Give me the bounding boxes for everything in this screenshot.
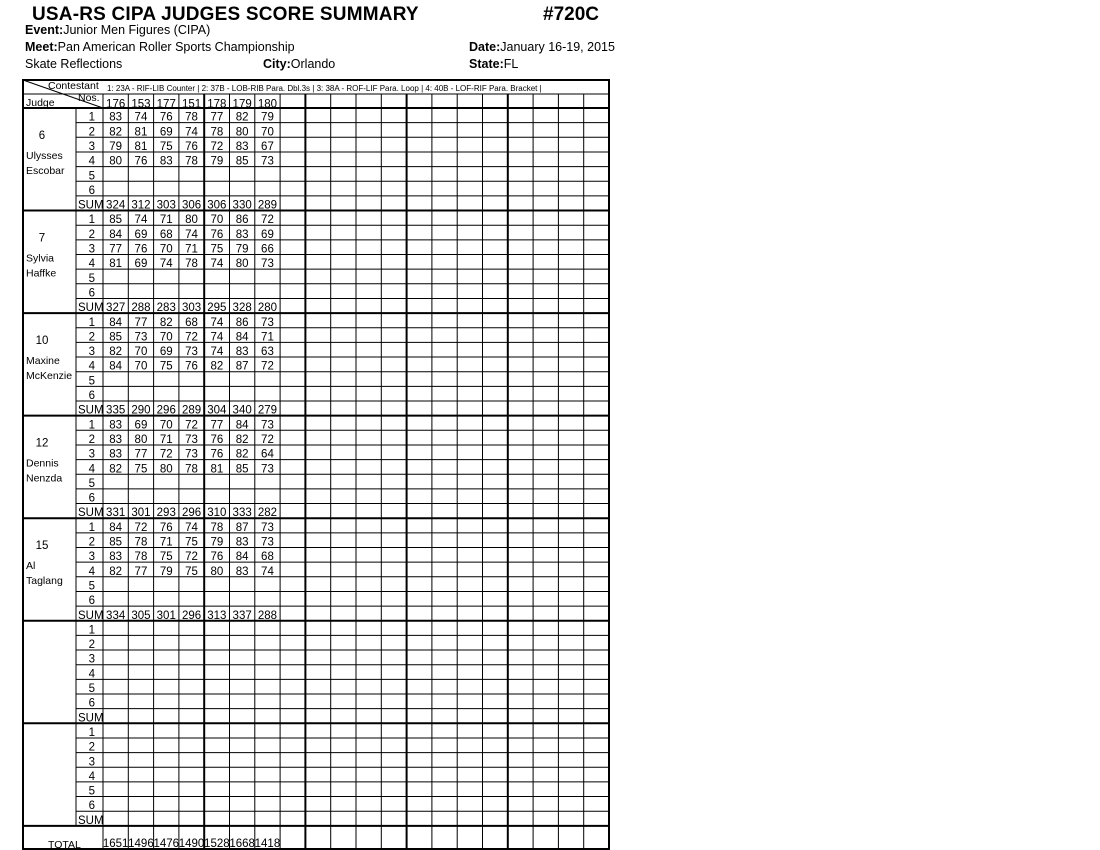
sum-cell: 304 — [207, 404, 227, 417]
score-cell: 72 — [261, 433, 274, 446]
score-cell: 76 — [185, 140, 198, 153]
score-cell: 70 — [159, 419, 173, 432]
sum-label: SUM — [78, 507, 104, 520]
score-cell: 86 — [235, 214, 249, 227]
judge-last-name: Escobar — [26, 165, 65, 177]
score-cell: 77 — [210, 111, 224, 124]
score-cell: 85 — [109, 331, 123, 344]
sum-cell: 289 — [181, 404, 202, 417]
total-label: TOTAL — [48, 839, 81, 850]
score-cell: 73 — [261, 536, 274, 549]
score-cell: 74 — [210, 258, 224, 271]
figure-row-number: 2 — [88, 331, 95, 344]
state-value: FL — [503, 57, 519, 71]
score-cell: 85 — [235, 155, 249, 168]
sum-cell: 303 — [181, 302, 202, 315]
figure-row-number: 3 — [88, 448, 95, 461]
score-cell: 71 — [261, 331, 274, 344]
score-cell: 74 — [210, 316, 224, 329]
report-code: #720C — [543, 4, 599, 25]
sum-cell: 331 — [106, 507, 126, 520]
sum-cell: 327 — [106, 302, 126, 315]
judge-number: 12 — [35, 437, 49, 450]
score-cell: 83 — [235, 228, 249, 241]
score-cell: 76 — [210, 448, 224, 461]
score-cell: 73 — [261, 463, 274, 476]
score-cell: 85 — [235, 463, 249, 476]
sum-cell: 340 — [232, 404, 252, 417]
score-cell: 84 — [109, 360, 123, 373]
contestant-number: 179 — [232, 98, 252, 111]
score-cell: 72 — [261, 360, 274, 373]
date-value: January 16-19, 2015 — [500, 40, 615, 54]
figure-row-number: 2 — [88, 741, 95, 754]
sum-cell: 312 — [131, 199, 151, 212]
score-cell: 69 — [134, 258, 148, 271]
score-cell: 81 — [210, 463, 224, 476]
score-cell: 71 — [159, 536, 173, 549]
total-cell: 1668 — [229, 838, 255, 850]
score-cell: 74 — [185, 228, 198, 241]
score-cell: 82 — [235, 111, 249, 124]
score-cell: 63 — [261, 346, 274, 359]
score-cell: 70 — [134, 346, 148, 359]
sum-cell: 334 — [106, 609, 126, 622]
score-cell: 75 — [159, 360, 173, 373]
score-cell: 74 — [210, 346, 224, 359]
score-cell: 83 — [235, 565, 249, 578]
score-cell: 84 — [109, 228, 123, 241]
score-cell: 74 — [185, 521, 198, 534]
sum-cell: 301 — [131, 507, 151, 520]
score-cell: 76 — [134, 155, 148, 168]
judge-number: 6 — [38, 130, 46, 142]
figure-row-number: 6 — [88, 390, 95, 402]
score-cell: 78 — [210, 126, 224, 139]
score-cell: 77 — [134, 448, 148, 461]
score-cell: 81 — [134, 140, 148, 153]
score-cell: 74 — [159, 258, 173, 271]
figure-row-number: 5 — [88, 580, 95, 593]
score-cell: 79 — [159, 565, 173, 578]
total-cell: 1528 — [204, 838, 230, 850]
sum-cell: 306 — [181, 199, 202, 212]
score-cell: 77 — [109, 243, 123, 256]
score-cell: 70 — [261, 126, 274, 139]
score-cell: 77 — [134, 565, 148, 578]
score-cell: 87 — [235, 360, 249, 373]
score-cell: 77 — [210, 419, 224, 432]
total-cell: 1496 — [128, 838, 154, 850]
score-cell: 80 — [235, 126, 249, 139]
judge-last-name: Nenzda — [26, 472, 63, 485]
score-cell: 82 — [159, 316, 173, 329]
sum-cell: 290 — [131, 404, 151, 417]
meet-value: Pan American Roller Sports Championship — [57, 40, 295, 54]
score-cell: 75 — [185, 536, 198, 549]
score-cell: 79 — [210, 155, 224, 168]
sum-cell: 295 — [207, 302, 227, 315]
score-cell: 81 — [134, 126, 148, 139]
figure-row-number: 3 — [88, 551, 95, 564]
figure-row-number: 5 — [88, 375, 95, 388]
score-cell: 66 — [261, 243, 274, 256]
score-cell: 82 — [235, 448, 249, 461]
figure-row-number: 1 — [88, 624, 95, 637]
figure-row-number: 1 — [88, 316, 95, 329]
figure-row-number: 1 — [88, 111, 95, 124]
score-cell: 71 — [159, 214, 173, 227]
score-cell: 83 — [109, 111, 123, 124]
score-cell: 82 — [235, 433, 249, 446]
score-cell: 86 — [235, 316, 249, 329]
score-cell: 68 — [159, 228, 173, 241]
score-cell: 76 — [210, 228, 224, 241]
score-cell: 73 — [185, 346, 198, 359]
score-cell: 69 — [134, 419, 148, 432]
score-cell: 72 — [210, 140, 224, 153]
sum-label: SUM — [78, 199, 104, 212]
score-cell: 73 — [261, 258, 274, 271]
score-cell: 68 — [185, 316, 198, 329]
score-cell: 74 — [134, 214, 148, 227]
score-cell: 69 — [159, 346, 173, 359]
sum-label: SUM — [78, 712, 104, 725]
score-cell: 82 — [109, 126, 123, 139]
score-cell: 87 — [235, 521, 249, 534]
sum-cell: 296 — [181, 507, 202, 520]
figure-row-number: 6 — [88, 595, 95, 608]
judge-first-name: Al — [26, 560, 36, 573]
score-cell: 68 — [261, 551, 274, 564]
score-cell: 70 — [159, 331, 173, 344]
contestant-number: 153 — [131, 98, 151, 111]
figure-row-number: 1 — [88, 214, 95, 227]
sum-cell: 283 — [156, 302, 176, 315]
figure-row-number: 6 — [88, 800, 95, 813]
score-cell: 75 — [185, 565, 198, 578]
figure-row-number: 4 — [88, 668, 95, 681]
figure-row-number: 3 — [88, 243, 95, 256]
score-cell: 74 — [185, 126, 198, 139]
nos-label: Nos. — [78, 92, 100, 104]
score-cell: 78 — [134, 536, 148, 549]
score-cell: 84 — [235, 551, 249, 564]
figure-row-number: 5 — [88, 170, 95, 183]
score-cell: 74 — [261, 565, 274, 578]
contestant-number: 176 — [106, 98, 126, 111]
sum-cell: 296 — [181, 609, 202, 622]
figure-row-number: 6 — [88, 184, 95, 197]
score-cell: 83 — [109, 551, 123, 564]
score-cell: 78 — [134, 551, 148, 564]
figure-row-number: 4 — [88, 360, 95, 373]
figure-row-number: 3 — [88, 653, 95, 666]
event-label: Event: — [25, 23, 64, 37]
score-cell: 79 — [261, 111, 274, 124]
score-cell: 71 — [159, 433, 173, 446]
score-cell: 82 — [109, 463, 123, 476]
figure-row-number: 3 — [88, 756, 95, 769]
score-cell: 73 — [261, 419, 274, 432]
score-cell: 85 — [109, 536, 123, 549]
score-cell: 72 — [134, 521, 148, 534]
score-cell: 72 — [185, 551, 198, 564]
score-cell: 73 — [261, 155, 274, 168]
judge-number: 7 — [38, 232, 46, 245]
sum-cell: 303 — [156, 199, 176, 212]
score-cell: 73 — [185, 448, 198, 461]
score-cell: 85 — [109, 214, 123, 227]
state-label: State: — [469, 57, 504, 71]
sum-cell: 301 — [156, 609, 176, 622]
score-cell: 69 — [134, 228, 148, 241]
score-cell: 84 — [235, 331, 249, 344]
total-cell: 1490 — [178, 838, 205, 850]
sum-cell: 306 — [207, 199, 227, 212]
score-cell: 76 — [134, 243, 148, 256]
score-cell: 82 — [109, 565, 123, 578]
judge-first-name: Dennis — [26, 457, 59, 470]
score-cell: 70 — [210, 214, 224, 227]
total-cell: 1418 — [254, 838, 281, 850]
contestant-number: 177 — [156, 98, 176, 111]
report-title: USA-RS CIPA JUDGES SCORE SUMMARY — [32, 4, 419, 25]
figure-row-number: 4 — [88, 565, 95, 578]
total-cell: 1651 — [102, 838, 129, 850]
score-cell: 73 — [185, 433, 198, 446]
judge-last-name: McKenzie — [26, 370, 73, 383]
score-cell: 83 — [235, 140, 249, 153]
sum-cell: 333 — [232, 507, 252, 520]
city-value: Orlando — [290, 57, 336, 71]
score-cell: 80 — [235, 258, 249, 271]
score-cell: 76 — [210, 551, 224, 564]
figure-row-number: 6 — [88, 697, 95, 710]
judge-first-name: Ulysses — [26, 150, 63, 162]
score-cell: 78 — [210, 521, 224, 534]
meet-label: Meet: — [25, 40, 58, 54]
city-label: City: — [263, 57, 291, 71]
score-cell: 78 — [185, 463, 198, 476]
sum-cell: 324 — [106, 199, 126, 212]
figure-row-number: 5 — [88, 785, 95, 798]
score-cell: 80 — [159, 463, 173, 476]
score-cell: 74 — [210, 331, 224, 344]
sum-cell: 328 — [232, 302, 252, 315]
figure-row-number: 2 — [88, 433, 95, 446]
score-cell: 83 — [109, 448, 123, 461]
sum-cell: 313 — [207, 609, 227, 622]
score-cell: 80 — [134, 433, 148, 446]
sum-label: SUM — [78, 814, 104, 827]
score-cell: 83 — [235, 536, 249, 549]
judge-first-name: Maxine — [26, 355, 60, 368]
contestant-number: 178 — [207, 98, 227, 111]
score-cell: 64 — [261, 448, 274, 461]
club-name: Skate Reflections — [25, 57, 123, 71]
score-cell: 71 — [185, 243, 198, 256]
figure-row-number: 5 — [88, 477, 95, 490]
sum-cell: 289 — [257, 199, 278, 212]
total-cell: 1476 — [153, 838, 180, 850]
score-cell: 79 — [210, 536, 224, 549]
judge-last-name: Haffke — [26, 267, 57, 280]
judge-number: 15 — [35, 540, 49, 553]
figure-row-number: 2 — [88, 639, 95, 652]
date-label: Date: — [469, 40, 501, 54]
judge-last-name: Taglang — [26, 575, 63, 588]
score-cell: 80 — [185, 214, 198, 227]
score-cell: 82 — [109, 346, 123, 359]
contestant-number: 180 — [257, 98, 278, 111]
sum-label: SUM — [78, 609, 104, 622]
figure-row-number: 4 — [88, 770, 95, 783]
sum-label: SUM — [78, 404, 104, 417]
sum-cell: 335 — [106, 404, 126, 417]
score-cell: 84 — [235, 419, 249, 432]
score-cell: 78 — [185, 155, 198, 168]
sum-cell: 288 — [257, 609, 278, 622]
score-cell: 75 — [159, 140, 173, 153]
score-cell: 83 — [109, 419, 123, 432]
score-cell: 72 — [185, 419, 198, 432]
judge-first-name: Sylvia — [26, 252, 55, 265]
score-cell: 78 — [185, 111, 198, 124]
score-cell: 76 — [185, 360, 198, 373]
figure-row-number: 6 — [88, 287, 95, 300]
score-cell: 83 — [109, 433, 123, 446]
score-cell: 73 — [261, 316, 274, 329]
event-value: Junior Men Figures (CIPA) — [63, 23, 211, 37]
figure-row-number: 3 — [88, 140, 95, 153]
score-cell: 76 — [159, 111, 173, 124]
score-cell: 78 — [185, 258, 198, 271]
score-cell: 84 — [109, 521, 123, 534]
score-cell: 82 — [210, 360, 224, 373]
score-cell: 75 — [210, 243, 224, 256]
sum-cell: 337 — [232, 609, 252, 622]
figure-row-number: 5 — [88, 683, 95, 695]
sum-cell: 330 — [232, 199, 252, 212]
sum-cell: 293 — [156, 507, 176, 520]
figure-row-number: 4 — [88, 463, 95, 476]
sum-cell: 282 — [257, 507, 278, 520]
figures-description: 1: 23A - RIF-LIB Counter | 2: 37B - LOB-RIB Para. Dbl.3s | 3: 38A - ROF-LIF Para. Loop | 4: 40B - LOF-RIF Para. Bracket | — [107, 84, 542, 93]
score-cell: 73 — [134, 331, 148, 344]
figure-row-number: 6 — [88, 492, 95, 505]
score-cell: 69 — [159, 126, 173, 139]
figure-row-number: 1 — [88, 726, 95, 739]
figure-row-number: 2 — [88, 536, 95, 549]
figure-row-number: 1 — [88, 419, 95, 432]
score-cell: 69 — [261, 228, 274, 241]
score-cell: 79 — [109, 140, 123, 153]
score-cell: 75 — [134, 463, 148, 476]
score-cell: 74 — [134, 111, 148, 124]
score-cell: 77 — [134, 316, 148, 329]
figure-row-number: 4 — [88, 155, 95, 168]
score-cell: 72 — [185, 331, 198, 344]
judge-number: 10 — [35, 335, 49, 348]
score-cell: 80 — [109, 155, 123, 168]
figure-row-number: 3 — [88, 346, 95, 359]
score-cell: 75 — [159, 551, 173, 564]
contestant-number: 151 — [181, 98, 202, 111]
score-cell: 83 — [159, 155, 173, 168]
sum-cell: 305 — [131, 609, 151, 622]
sum-cell: 288 — [131, 302, 151, 315]
score-cell: 84 — [109, 316, 123, 329]
figure-row-number: 2 — [88, 228, 95, 241]
score-cell: 79 — [235, 243, 249, 256]
score-cell: 70 — [159, 243, 173, 256]
sum-cell: 279 — [257, 404, 278, 417]
sum-label: SUM — [78, 302, 104, 315]
score-cell: 73 — [261, 521, 274, 534]
contestant-label: Contestant — [48, 80, 99, 92]
figure-row-number: 4 — [88, 258, 95, 271]
sum-cell: 280 — [257, 302, 278, 315]
score-cell: 81 — [109, 258, 123, 271]
score-cell: 80 — [210, 565, 224, 578]
figure-row-number: 2 — [88, 126, 95, 139]
score-cell: 76 — [159, 521, 173, 534]
figure-row-number: 5 — [88, 272, 95, 285]
judge-label: Judge — [26, 97, 55, 109]
figure-row-number: 1 — [88, 521, 95, 534]
score-cell: 76 — [210, 433, 224, 446]
score-cell: 72 — [261, 214, 274, 227]
sum-cell: 310 — [207, 507, 227, 520]
score-cell: 83 — [235, 346, 249, 359]
sum-cell: 296 — [156, 404, 176, 417]
score-cell: 67 — [261, 140, 274, 153]
score-cell: 72 — [159, 448, 173, 461]
score-cell: 70 — [134, 360, 148, 373]
